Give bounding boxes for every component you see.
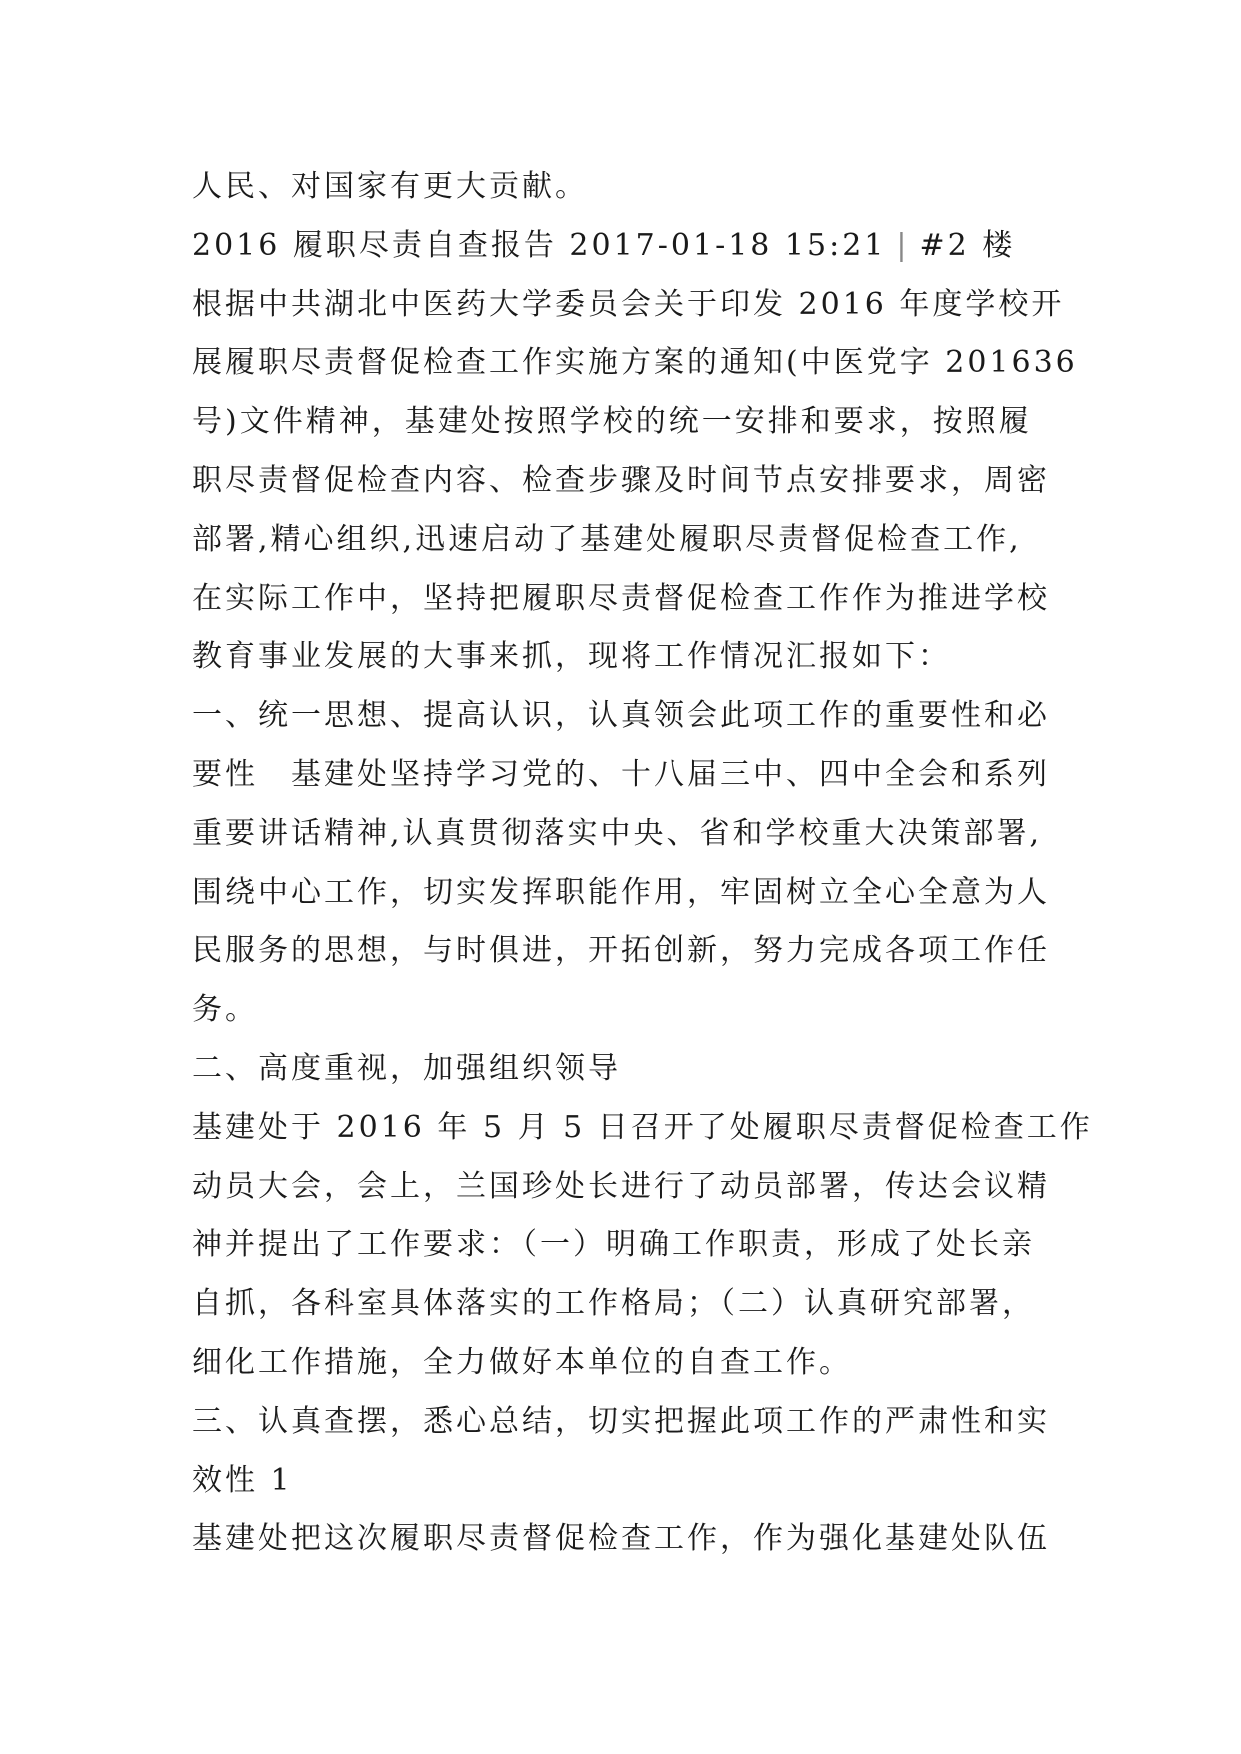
text-line: 动员大会，会上，兰国珍处长进行了动员部署，传达会议精	[192, 1168, 1050, 1204]
text-line: 基建处于 2016 年 5 月 5 日召开了处履职尽责督促检查工作	[192, 1109, 1093, 1145]
post-header-line	[192, 217, 1067, 276]
text-line: 重要讲话精神,认真贯彻落实中央、省和学校重大决策部署,	[192, 815, 1043, 851]
text-line: 部署,精心组织,迅速启动了基建处履职尽责督促检查工作,	[192, 521, 1022, 557]
text-line: 效性 1	[192, 1462, 293, 1498]
text-line: 根据中共湖北中医药大学委员会关于印发 2016 年度学校开	[192, 286, 1065, 322]
text-line: 自抓，各科室具体落实的工作格局；（二）认真研究部署，	[192, 1286, 1035, 1322]
text-line: 号)文件精神，基建处按照学校的统一安排和要求，按照履	[192, 404, 1032, 440]
text-line: 人民、对国家有更大贡献。	[192, 169, 588, 204]
post-title-date: 2016 履职尽责自查报告 2017-01-18 15:21	[192, 227, 887, 263]
text-line: 展履职尽责督促检查工作实施方案的通知(中医党字 201636	[192, 345, 1078, 381]
text-line: 务。	[192, 992, 258, 1028]
text-line: 基建处把这次履职尽责督促检查工作，作为强化基建处队伍	[192, 1521, 1050, 1557]
text-line: 神并提出了工作要求：（一）明确工作职责，形成了处长亲	[192, 1227, 1035, 1263]
separator: |	[896, 227, 910, 263]
text-line: 教育事业发展的大事来抓，现将工作情况汇报如下：	[192, 639, 951, 675]
text-line: 围绕中心工作，切实发挥职能作用，牢固树立全心全意为人	[192, 874, 1050, 910]
text-line: 在实际工作中，坚持把履职尽责督促检查工作作为推进学校	[192, 580, 1050, 616]
text-line: 要性 基建处坚持学习党的、十八届三中、四中全会和系列	[192, 756, 1050, 792]
section-heading-line: 一、统一思想、提高认识，认真领会此项工作的重要性和必	[192, 698, 1050, 734]
section-heading-line: 三、认真查摆，悉心总结，切实把握此项工作的严肃性和实	[192, 1403, 1050, 1439]
section-heading-line: 二、高度重视，加强组织领导	[192, 1050, 621, 1086]
text-line: 职尽责督促检查内容、检查步骤及时间节点安排要求，周密	[192, 462, 1050, 498]
text-line: 民服务的思想，与时俱进，开拓创新，努力完成各项工作任	[192, 933, 1050, 969]
floor-label: #2 楼	[919, 227, 1016, 263]
text-line: 细化工作措施，全力做好本单位的自查工作。	[192, 1344, 852, 1380]
document-body	[192, 158, 1093, 1569]
